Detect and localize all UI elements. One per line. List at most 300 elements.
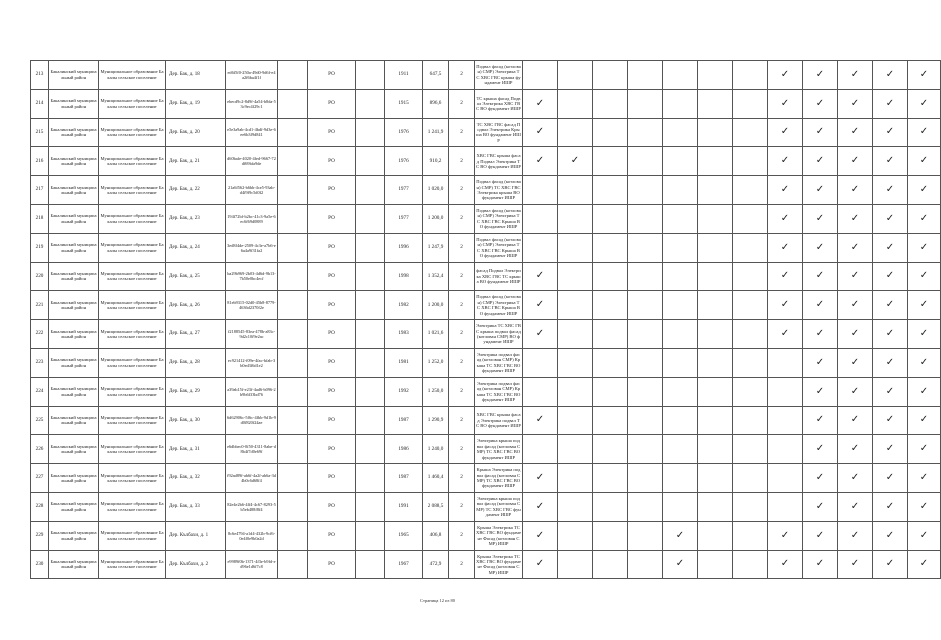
empty-cell [628, 233, 663, 262]
checkmark-cell: ✓ [523, 492, 558, 521]
municipality-cell: Муниципальное образование Бакалы сельское поселение [99, 406, 166, 435]
fund-type-cell: РО [308, 89, 356, 118]
empty-cell [733, 377, 768, 406]
row-number: 229 [31, 521, 49, 550]
empty-cell [733, 492, 768, 521]
checkmark-cell: ✓ [803, 377, 838, 406]
empty-cell [698, 89, 733, 118]
address-cell: Дер. Кълбахи, д. 2 [166, 550, 226, 579]
empty-cell [733, 61, 768, 90]
checkmark-cell: ✓ [908, 377, 941, 406]
empty-cell [356, 320, 385, 349]
year-cell: 1911 [385, 61, 423, 90]
address-cell: Дер. Бак, д. 30 [166, 406, 226, 435]
empty-cell [593, 377, 628, 406]
building-uuid-cell: ed6f5f0-250a-49d0-9d6f-e4a2f6ba4f1f [226, 61, 278, 90]
row-number: 223 [31, 348, 49, 377]
empty-cell [593, 262, 628, 291]
empty-cell [698, 204, 733, 233]
work-types-cell: Подвал фасад (котлован) СМР) Электрика ТС ХВС ГВС Крыша ВО фундамент ИШР [475, 204, 523, 233]
checkmark-cell: ✓ [908, 204, 941, 233]
checkmark-cell: ✓ [873, 262, 908, 291]
checkmark-cell: ✓ [908, 320, 941, 349]
empty-cell [628, 492, 663, 521]
empty-cell [698, 320, 733, 349]
municipality-cell: Муниципальное образование Бакалы сельское поселение [99, 492, 166, 521]
row-number: 217 [31, 176, 49, 205]
building-uuid-cell: 6d62906c-5f6c-4fbb-9d1b-9d0f820f24ae [226, 406, 278, 435]
work-types-cell: Подвал фасад (котлован) СМР) Электрика ТС ХВС ГВС Крыша ВО фундамент ИШР [475, 291, 523, 320]
checkmark-cell: ✓ [803, 89, 838, 118]
empty-cell [733, 89, 768, 118]
area-cell: 910,2 [423, 147, 449, 176]
empty-cell [663, 435, 698, 464]
empty-cell [663, 61, 698, 90]
empty-cell [278, 147, 308, 176]
building-uuid-cell: 194f72bf-b2bc-41c3-9a5e-6ec6f69d0889 [226, 204, 278, 233]
municipality-cell: Муниципальное образование Бакалы сельское поселение [99, 204, 166, 233]
address-cell: Дер. Бак, д. 21 [166, 147, 226, 176]
empty-cell [356, 61, 385, 90]
empty-cell [356, 521, 385, 550]
empty-cell [593, 435, 628, 464]
area-cell: 406,8 [423, 521, 449, 550]
work-types-cell: ТС крыша фасад Подвал Электрика ХВС ГВС ВО фундамент ИШР [475, 89, 523, 118]
address-cell: Дер. Бак, д. 20 [166, 118, 226, 147]
table-row [31, 61, 941, 90]
row-number: 224 [31, 377, 49, 406]
empty-cell [733, 406, 768, 435]
checkmark-cell: ✓ [768, 233, 803, 262]
district-cell: Бакалинский муниципальный район [49, 118, 99, 147]
empty-cell [558, 61, 593, 90]
address-cell: Дер. Бак, д. 28 [166, 348, 226, 377]
checkmark-cell: ✓ [838, 176, 873, 205]
empty-cell [356, 464, 385, 493]
work-types-cell: Электрика подвал фасад (котлован СМР) Крыша ТС ХВС ГВС ВО фундамент ИШР [475, 377, 523, 406]
empty-cell [768, 464, 803, 493]
area-cell: 2 088,5 [423, 492, 449, 521]
empty-cell [558, 204, 593, 233]
empty-cell [628, 320, 663, 349]
checkmark-cell: ✓ [838, 204, 873, 233]
empty-cell [663, 204, 698, 233]
checkmark-cell: ✓ [558, 147, 593, 176]
district-cell: Бакалинский муниципальный район [49, 262, 99, 291]
area-cell: 1 241,9 [423, 118, 449, 147]
municipality-cell: Муниципальное образование Бакалы сельское поселение [99, 262, 166, 291]
table-row [31, 435, 941, 464]
empty-cell [628, 61, 663, 90]
row-number: 230 [31, 550, 49, 579]
checkmark-cell: ✓ [873, 176, 908, 205]
district-cell: Бакалинский муниципальный район [49, 377, 99, 406]
empty-cell [698, 550, 733, 579]
empty-cell [698, 262, 733, 291]
empty-cell [278, 176, 308, 205]
row-number: 226 [31, 435, 49, 464]
area-cell: 1 200,0 [423, 204, 449, 233]
empty-cell [278, 406, 308, 435]
building-uuid-cell: 8c6e4794-a1d4-432b-9cf6-0e4f0e9b0a2d [226, 521, 278, 550]
fund-type-cell: РО [308, 348, 356, 377]
area-cell: 1 460,4 [423, 464, 449, 493]
fund-type-cell: РО [308, 291, 356, 320]
checkmark-cell: ✓ [838, 377, 873, 406]
empty-cell [663, 262, 698, 291]
year-cell: 1976 [385, 118, 423, 147]
empty-cell [558, 233, 593, 262]
table-row [31, 89, 941, 118]
empty-cell [523, 61, 558, 90]
empty-cell [733, 550, 768, 579]
checkmark-cell: ✓ [523, 262, 558, 291]
empty-cell [558, 262, 593, 291]
empty-cell [628, 550, 663, 579]
year-cell: 1998 [385, 262, 423, 291]
municipality-cell: Муниципальное образование Бакалы сельское поселение [99, 291, 166, 320]
work-types-cell: Крыша Электрика подвал фасад (котлован СМР) ТС ХВС ГВС ВО фундамент ИШР [475, 464, 523, 493]
year-cell: 1982 [385, 291, 423, 320]
year-cell: 1991 [385, 492, 423, 521]
year-cell: 1987 [385, 406, 423, 435]
checkmark-cell: ✓ [768, 176, 803, 205]
empty-cell [733, 291, 768, 320]
table-row [31, 320, 941, 349]
building-uuid-cell: e5e3a9ab-4cd1-4bdf-9d3e-6ee6b3f9d841 [226, 118, 278, 147]
checkmark-cell: ✓ [803, 61, 838, 90]
row-number: 214 [31, 89, 49, 118]
checkmark-cell: ✓ [838, 291, 873, 320]
fund-type-cell: РО [308, 118, 356, 147]
district-cell: Бакалинский муниципальный район [49, 320, 99, 349]
area-cell: 1 250,0 [423, 377, 449, 406]
empty-cell [593, 550, 628, 579]
table-row [31, 262, 941, 291]
checkmark-cell: ✓ [803, 348, 838, 377]
table-row [31, 348, 941, 377]
area-cell: 1 252,0 [423, 348, 449, 377]
floors-cell: 2 [449, 320, 475, 349]
municipality-cell: Муниципальное образование Бакалы сельское поселение [99, 176, 166, 205]
fund-type-cell: РО [308, 377, 356, 406]
empty-cell [733, 348, 768, 377]
municipality-cell: Муниципальное образование Бакалы сельское поселение [99, 320, 166, 349]
fund-type-cell: РО [308, 435, 356, 464]
district-cell: Бакалинский муниципальный район [49, 550, 99, 579]
address-cell: Дер. Кълбахи, д. 1 [166, 521, 226, 550]
empty-cell [663, 320, 698, 349]
checkmark-cell: ✓ [523, 291, 558, 320]
table-row [31, 176, 941, 205]
empty-cell [593, 320, 628, 349]
building-uuid-cell: 3ed8f4de-2509-4c3e-a7b6-e6a4a9f31fa2 [226, 233, 278, 262]
table-row [31, 377, 941, 406]
empty-cell [356, 118, 385, 147]
municipality-cell: Муниципальное образование Бакалы сельское поселение [99, 233, 166, 262]
checkmark-cell: ✓ [908, 118, 941, 147]
checkmark-cell: ✓ [523, 521, 558, 550]
checkmark-cell: ✓ [908, 521, 941, 550]
empty-cell [768, 492, 803, 521]
empty-cell [698, 233, 733, 262]
checkmark-cell: ✓ [838, 233, 873, 262]
empty-cell [628, 291, 663, 320]
empty-cell [558, 550, 593, 579]
municipality-cell: Муниципальное образование Бакалы сельское поселение [99, 377, 166, 406]
empty-cell [558, 521, 593, 550]
area-cell: 1 240,0 [423, 435, 449, 464]
district-cell: Бакалинский муниципальный район [49, 521, 99, 550]
area-cell: 472,9 [423, 550, 449, 579]
floors-cell: 2 [449, 262, 475, 291]
building-uuid-cell: f92ad89f-ab6f-4a2f-ab6a-3d4b0c6d68f4 [226, 464, 278, 493]
area-cell: 647,5 [423, 61, 449, 90]
checkmark-cell: ✓ [803, 550, 838, 579]
empty-cell [356, 291, 385, 320]
checkmark-cell: ✓ [768, 550, 803, 579]
checkmark-cell: ✓ [873, 492, 908, 521]
year-cell: 1983 [385, 320, 423, 349]
fund-type-cell: РО [308, 61, 356, 90]
empty-cell [628, 118, 663, 147]
floors-cell: 2 [449, 435, 475, 464]
checkmark-cell: ✓ [908, 147, 941, 176]
work-types-cell: ХВС ГВС крыша фасад Подвал Электрика ТС ВО фундамент ИШР [475, 147, 523, 176]
empty-cell [628, 464, 663, 493]
register-table-body [31, 61, 941, 579]
year-cell: 1986 [385, 435, 423, 464]
checkmark-cell: ✓ [873, 61, 908, 90]
table-row [31, 204, 941, 233]
work-types-cell: Подвал фасад (котлован) СМР) ТС ХВС ГВС Электрика крыша ВО фундамент ИШР [475, 176, 523, 205]
empty-cell [523, 233, 558, 262]
building-uuid-cell: a39ab15f-e23f-4ad6-b096-2b9b6f33bd76 [226, 377, 278, 406]
building-uuid-cell: ba29b969-2b03-4d6d-9b13-7b50e0bc4ecf [226, 262, 278, 291]
empty-cell [356, 233, 385, 262]
checkmark-cell: ✓ [803, 291, 838, 320]
fund-type-cell: РО [308, 320, 356, 349]
empty-cell [698, 521, 733, 550]
floors-cell: 2 [449, 61, 475, 90]
empty-cell [663, 291, 698, 320]
checkmark-cell: ✓ [908, 291, 941, 320]
checkmark-cell: ✓ [873, 550, 908, 579]
checkmark-cell: ✓ [803, 521, 838, 550]
row-number: 227 [31, 464, 49, 493]
checkmark-cell: ✓ [838, 464, 873, 493]
checkmark-cell: ✓ [838, 320, 873, 349]
checkmark-cell: ✓ [908, 61, 941, 90]
checkmark-cell: ✓ [523, 464, 558, 493]
empty-cell [698, 118, 733, 147]
checkmark-cell: ✓ [873, 348, 908, 377]
fund-type-cell: РО [308, 204, 356, 233]
empty-cell [733, 320, 768, 349]
empty-cell [663, 492, 698, 521]
empty-cell [278, 435, 308, 464]
address-cell: Дер. Бак, д. 18 [166, 61, 226, 90]
empty-cell [768, 406, 803, 435]
empty-cell [663, 233, 698, 262]
checkmark-cell: ✓ [873, 89, 908, 118]
checkmark-cell: ✓ [523, 89, 558, 118]
empty-cell [593, 492, 628, 521]
fund-type-cell: РО [308, 147, 356, 176]
empty-cell [628, 147, 663, 176]
empty-cell [523, 377, 558, 406]
empty-cell [628, 435, 663, 464]
empty-cell [733, 262, 768, 291]
year-cell: 1996 [385, 233, 423, 262]
floors-cell: 2 [449, 118, 475, 147]
empty-cell [768, 435, 803, 464]
page-footer: Страница 12 из 80 [420, 598, 455, 603]
empty-cell [768, 377, 803, 406]
empty-cell [558, 492, 593, 521]
row-number: 222 [31, 320, 49, 349]
row-number: 219 [31, 233, 49, 262]
district-cell: Бакалинский муниципальный район [49, 176, 99, 205]
checkmark-cell: ✓ [523, 147, 558, 176]
empty-cell [733, 118, 768, 147]
checkmark-cell: ✓ [908, 176, 941, 205]
empty-cell [558, 464, 593, 493]
table-row [31, 492, 941, 521]
empty-cell [663, 118, 698, 147]
area-cell: 1 020,0 [423, 176, 449, 205]
checkmark-cell: ✓ [768, 118, 803, 147]
checkmark-cell: ✓ [908, 262, 941, 291]
work-types-cell: Электрика подвал фасад (котлован СМР) Крыша ТС ХВС ГВС ВО фундамент ИШР [475, 348, 523, 377]
empty-cell [593, 204, 628, 233]
row-number: 225 [31, 406, 49, 435]
empty-cell [356, 348, 385, 377]
empty-cell [593, 89, 628, 118]
empty-cell [733, 464, 768, 493]
empty-cell [278, 204, 308, 233]
checkmark-cell: ✓ [873, 377, 908, 406]
empty-cell [558, 377, 593, 406]
district-cell: Бакалинский муниципальный район [49, 291, 99, 320]
area-cell: 896,6 [423, 89, 449, 118]
year-cell: 1981 [385, 348, 423, 377]
address-cell: Дер. Бак, д. 32 [166, 464, 226, 493]
checkmark-cell: ✓ [803, 406, 838, 435]
municipality-cell: Муниципальное образование Бакалы сельское поселение [99, 348, 166, 377]
empty-cell [558, 406, 593, 435]
empty-cell [278, 521, 308, 550]
year-cell: 1915 [385, 89, 423, 118]
empty-cell [278, 464, 308, 493]
fund-type-cell: РО [308, 176, 356, 205]
district-cell: Бакалинский муниципальный район [49, 464, 99, 493]
building-uuid-cell: 81eb9315-02d0-45b8-8779-4636d2370f2e [226, 291, 278, 320]
empty-cell [593, 464, 628, 493]
checkmark-cell: ✓ [873, 521, 908, 550]
table-row [31, 521, 941, 550]
year-cell: 1967 [385, 550, 423, 579]
municipality-cell: Муниципальное образование Бакалы сельское поселение [99, 435, 166, 464]
district-cell: Бакалинский муниципальный район [49, 406, 99, 435]
checkmark-cell: ✓ [768, 204, 803, 233]
empty-cell [593, 61, 628, 90]
empty-cell [558, 89, 593, 118]
fund-type-cell: РО [308, 550, 356, 579]
checkmark-cell: ✓ [838, 118, 873, 147]
empty-cell [523, 348, 558, 377]
floors-cell: 2 [449, 291, 475, 320]
empty-cell [278, 492, 308, 521]
row-number: 220 [31, 262, 49, 291]
work-types-cell: Электрика крыша подвал фасад (котлован СМР) ТС ХВС ГВС ВО фундамент ИШР [475, 435, 523, 464]
checkmark-cell: ✓ [768, 521, 803, 550]
building-uuid-cell: f2188545-83ea-478b-a83c-9d2c10f9e2ac [226, 320, 278, 349]
empty-cell [278, 118, 308, 147]
empty-cell [593, 521, 628, 550]
building-uuid-cell: 82e4e2b6-4ff4-4c67-8293-5b5eb488f8f4 [226, 492, 278, 521]
checkmark-cell: ✓ [803, 118, 838, 147]
fund-type-cell: РО [308, 521, 356, 550]
empty-cell [558, 291, 593, 320]
checkmark-cell: ✓ [908, 492, 941, 521]
empty-cell [278, 348, 308, 377]
checkmark-cell: ✓ [768, 291, 803, 320]
empty-cell [558, 348, 593, 377]
table-row [31, 550, 941, 579]
empty-cell [628, 377, 663, 406]
table-row [31, 233, 941, 262]
checkmark-cell: ✓ [803, 233, 838, 262]
row-number: 218 [31, 204, 49, 233]
address-cell: Дер. Бак, д. 23 [166, 204, 226, 233]
empty-cell [558, 320, 593, 349]
empty-cell [558, 176, 593, 205]
building-uuid-cell: ec921412-f09e-4fac-bfab-3b0ed3f6d1e2 [226, 348, 278, 377]
empty-cell [698, 492, 733, 521]
floors-cell: 2 [449, 492, 475, 521]
table-row [31, 464, 941, 493]
checkmark-cell: ✓ [663, 550, 698, 579]
checkmark-cell: ✓ [873, 464, 908, 493]
work-types-cell: Электрика ТС ХВС ГВС крыша подвал фасад (котлован СМР) ВО фундамент ИШР [475, 320, 523, 349]
empty-cell [278, 262, 308, 291]
checkmark-cell: ✓ [523, 118, 558, 147]
empty-cell [698, 291, 733, 320]
address-cell: Дер. Бак, д. 24 [166, 233, 226, 262]
checkmark-cell: ✓ [663, 521, 698, 550]
checkmark-cell: ✓ [908, 550, 941, 579]
empty-cell [698, 377, 733, 406]
checkmark-cell: ✓ [803, 204, 838, 233]
district-cell: Бакалинский муниципальный район [49, 89, 99, 118]
area-cell: 1 021,6 [423, 320, 449, 349]
empty-cell [523, 435, 558, 464]
building-uuid-cell: ebecd9c2-8d9f-4a54-b8da-53c9ec4f29c1 [226, 89, 278, 118]
empty-cell [698, 147, 733, 176]
address-cell: Дер. Бак, д. 22 [166, 176, 226, 205]
district-cell: Бакалинский муниципальный район [49, 61, 99, 90]
checkmark-cell: ✓ [908, 348, 941, 377]
floors-cell: 2 [449, 89, 475, 118]
checkmark-cell: ✓ [873, 118, 908, 147]
floors-cell: 2 [449, 233, 475, 262]
checkmark-cell: ✓ [838, 550, 873, 579]
year-cell: 1977 [385, 176, 423, 205]
district-cell: Бакалинский муниципальный район [49, 204, 99, 233]
empty-cell [663, 176, 698, 205]
building-uuid-cell: e6dbbec0-0f50-4311-8abe-d8b4f7d0e69f [226, 435, 278, 464]
